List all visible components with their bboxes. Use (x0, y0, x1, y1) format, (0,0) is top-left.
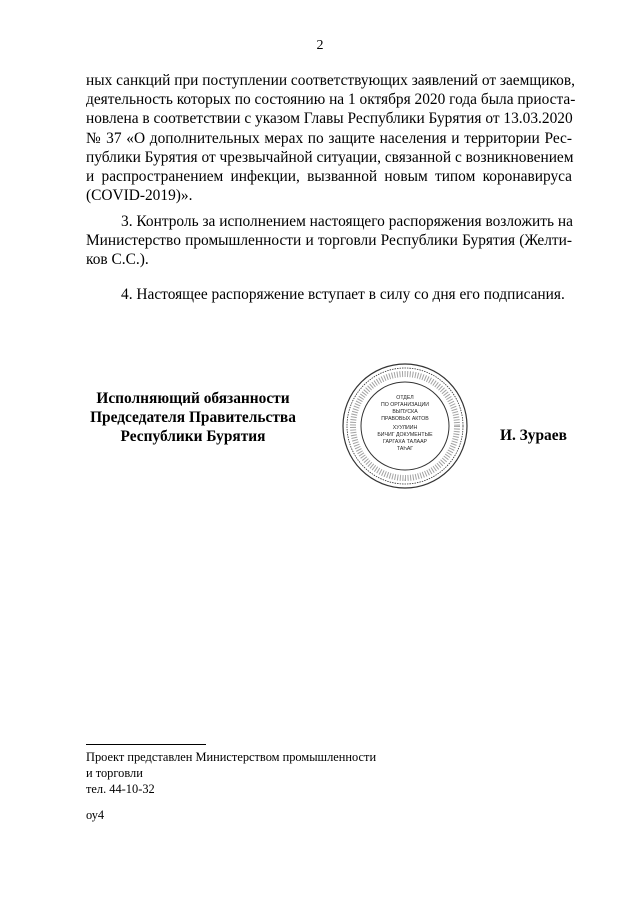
seal-text-line: ГАРГАХА ТАЛААР (382, 439, 428, 445)
paragraph-3 (86, 285, 572, 304)
paragraph-3-line: 4. Настоящее распоряжение вступает в силу со дня его подписания. (121, 286, 565, 303)
seal-text-line: ХУУЛИИН (392, 425, 418, 431)
paragraph-1-line: № 37 «О дополнительных мерах по защите населения и территории Рес- (86, 129, 572, 147)
seal-text-line: ОТДЕЛ (396, 395, 414, 401)
paragraph-2 (86, 212, 572, 270)
footnote-line: тел. 44-10-32 (86, 782, 155, 796)
seal-text-line: ВЫПУСКА (392, 409, 418, 415)
paragraph-1 (86, 71, 576, 205)
paragraph-2-line: Министерство промышленности и торговли Республики Бурятия (Желти- (86, 232, 572, 250)
paragraph-2-line: ков С.С.). (86, 251, 149, 269)
paragraph-1-line: новлена в соответствии с указом Главы Республики Бурятия от 13.03.2020 (86, 110, 573, 128)
page-number: 2 (316, 38, 324, 53)
signatory-title (86, 389, 300, 446)
paragraph-1-line: (COVID-2019)». (86, 187, 193, 205)
footnote-line: Проект представлен Министерством промышленности (86, 750, 377, 764)
paragraph-1-line: и распространением инфекции, вызванной новым типом коронавируса (86, 168, 572, 186)
signatory-title-line: Республики Бурятия (120, 428, 266, 445)
seal-text-line: ПО ОРГАНИЗАЦИИ (381, 402, 429, 408)
document-code: оу4 (86, 808, 105, 822)
signatory-title-line: Исполняющий обязанности (96, 390, 290, 407)
paragraph-1-line: деятельность которых по состоянию на 1 октября 2020 года была приоста- (86, 91, 576, 109)
seal-text-line: ТАҺАГ (396, 446, 414, 452)
official-seal (341, 362, 469, 490)
seal-text-line: ПРАВОВЫХ АКТОВ (381, 416, 429, 422)
footnote (86, 749, 376, 797)
seal-text-line: БИЧИГ ДОКУМЕНТЫЕ (377, 432, 433, 438)
footnote-line: и торговли (86, 766, 143, 780)
footnote-divider (86, 744, 206, 745)
paragraph-1-line: публики Бурятия от чрезвычайной ситуации, связанной с возникновением (86, 148, 574, 166)
paragraph-1-line: ных санкций при поступлении соответствующих заявлений от заемщиков, (86, 72, 575, 89)
paragraph-2-line: 3. Контроль за исполнением настоящего распоряжения возложить на (121, 213, 573, 230)
signatory-title-line: Председателя Правительства (90, 409, 296, 426)
signatory-name: И. Зураев (500, 427, 567, 444)
